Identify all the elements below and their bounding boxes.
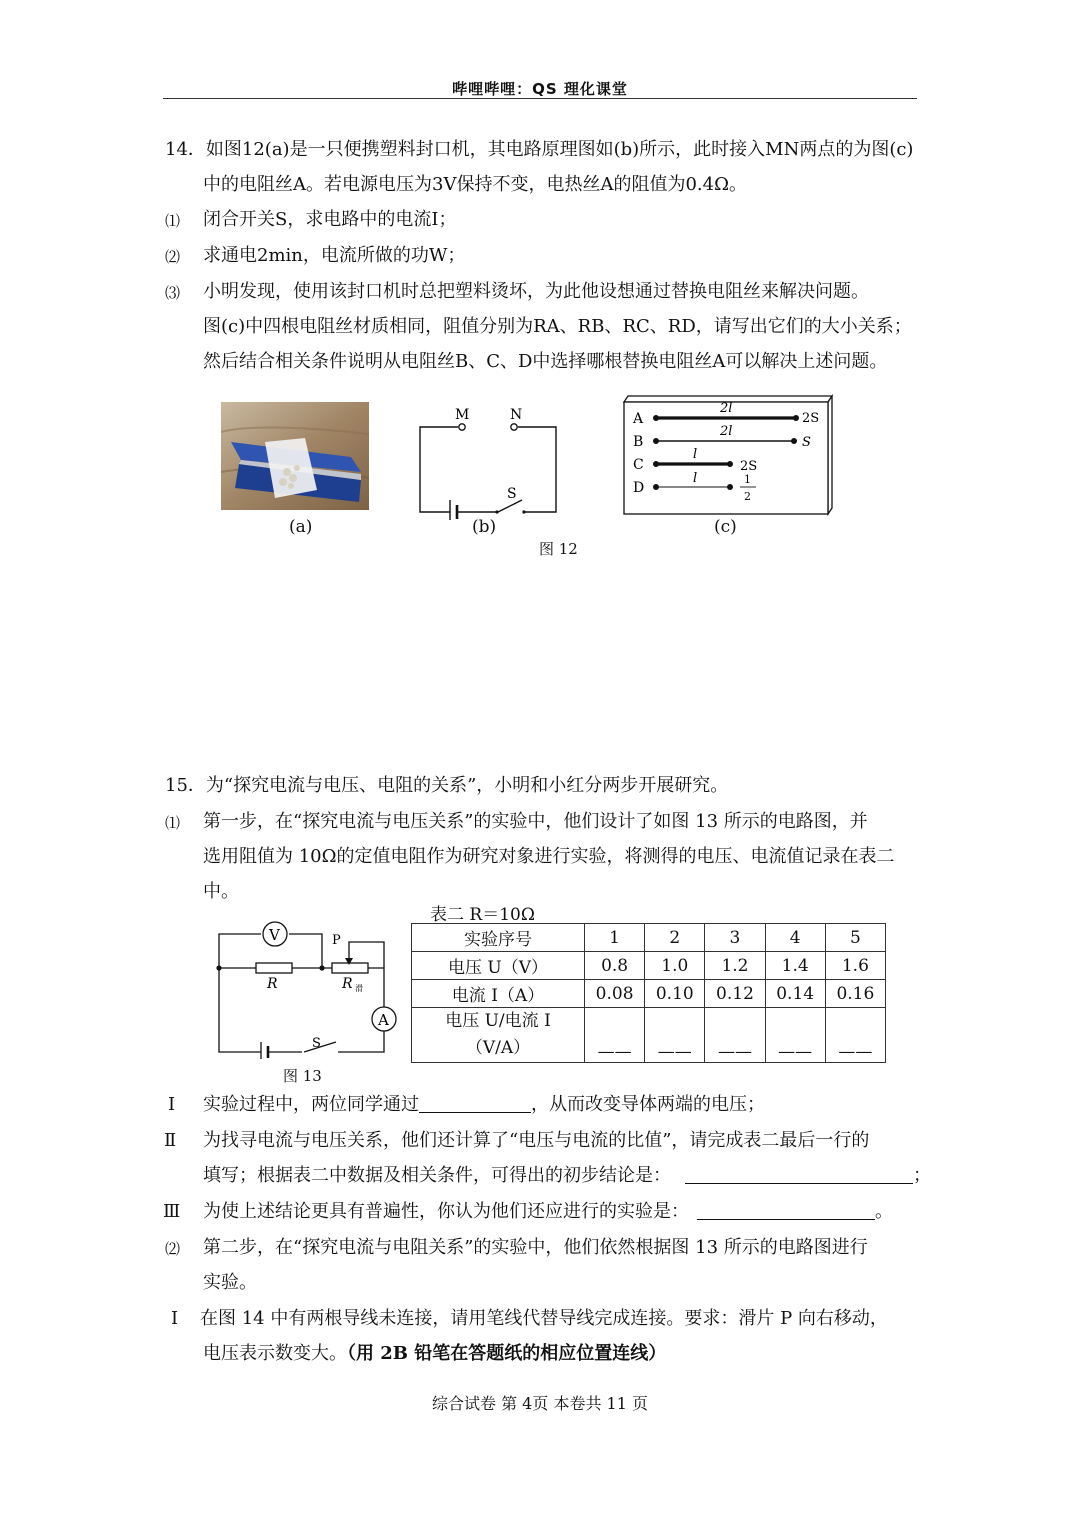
table2-header-cell: 2 xyxy=(645,924,705,952)
wire-a-name: A xyxy=(633,411,644,427)
q14-part1: 闭合开关S，求电路中的电流I； xyxy=(203,209,457,230)
answer-blank-ii[interactable] xyxy=(685,1165,913,1184)
q15-sub-i-number: Ⅰ xyxy=(168,1094,176,1115)
q14-part3-number: ⑶ xyxy=(165,284,181,302)
table2-header-cell: 3 xyxy=(705,924,765,952)
q14-part2-number: ⑵ xyxy=(165,248,181,266)
q15-part1-number: ⑴ xyxy=(165,814,181,832)
switch-s-label: S xyxy=(312,1036,321,1051)
circuit-diagram-b xyxy=(410,402,570,520)
q15-line1: 15．为“探究电流与电压、电阻的关系”，小明和小红分两步开展研究。 xyxy=(165,775,729,796)
table2-header-row xyxy=(412,924,886,952)
answer-blank-i[interactable] xyxy=(419,1094,531,1113)
q15-part2-number: ⑵ xyxy=(165,1240,181,1258)
q15-part2-sub-i-instruction: （用 2B 铅笔在答题纸的相应位置连线） xyxy=(347,1343,667,1364)
terminal-n xyxy=(511,424,517,430)
table2-header-cell: 5 xyxy=(825,924,885,952)
terminal-m xyxy=(459,424,465,430)
wire-a-length: 2l xyxy=(720,401,733,416)
figure-12c-label: (c) xyxy=(714,517,737,537)
table2-ratio-label xyxy=(412,1008,585,1063)
table2-voltage-cell: 1.4 xyxy=(765,952,825,980)
table2-voltage-cell: 1.6 xyxy=(825,952,885,980)
wire-b-area: S xyxy=(802,435,811,450)
table2-voltage-cell: 1.0 xyxy=(645,952,705,980)
wire-c-name: C xyxy=(633,457,644,473)
table2-ratio-cell[interactable]: —— xyxy=(585,1008,645,1063)
table2-header-cell: 1 xyxy=(585,924,645,952)
table2-ratio-cell[interactable]: —— xyxy=(645,1008,705,1063)
table2-voltage-cell: 0.8 xyxy=(585,952,645,980)
table2-ratio-row xyxy=(412,1008,886,1063)
answer-blank-iii[interactable] xyxy=(697,1201,875,1220)
page-footer: 综合试卷 第 4页 本卷共 11 页 xyxy=(432,1394,648,1413)
q15-part2-sub-i-line2 xyxy=(203,1343,666,1365)
wire-c-length: l xyxy=(693,447,698,462)
table2-voltage-cell: 1.2 xyxy=(705,952,765,980)
q15-sub-iii-text-a: 为使上述结论更具有普遍性，你认为他们还应进行的实验是： xyxy=(203,1201,689,1222)
q15-sub-ii-number: Ⅱ xyxy=(164,1130,177,1151)
q15-part2-sub-i-line1: 在图 14 中有两根导线未连接，请用笔线代替导线完成连接。要求：滑片 P 向右移动， xyxy=(200,1308,888,1329)
q14-part2: 求通电2min，电流所做的功W； xyxy=(203,245,466,266)
table2-current-label: 电流 I（A） xyxy=(412,980,585,1008)
figure-12-caption: 图 12 xyxy=(539,540,578,558)
q15-part1-line2: 选用阻值为 10Ω的定值电阻作为研究对象进行实验，将测得的电压、电流值记录在表二 xyxy=(203,846,895,867)
table2-current-cell: 0.12 xyxy=(705,980,765,1008)
q15-sub-ii-text-a: 填写；根据表二中数据及相关条件，可得出的初步结论是： xyxy=(203,1165,671,1186)
q15-part1-line1: 第一步，在“探究电流与电压关系”的实验中，他们设计了如图 13 所示的电路图，并 xyxy=(203,811,868,832)
q15-sub-i-text-a: 实验过程中，两位同学通过 xyxy=(203,1094,419,1115)
wire-a-area: 2S xyxy=(802,411,820,426)
resistance-wires-board xyxy=(620,392,835,517)
table2-current-cell: 0.16 xyxy=(825,980,885,1008)
label-switch-s: S xyxy=(507,486,517,502)
table2-ratio-label-line1: 电压 U/电流 I xyxy=(445,1011,551,1031)
q14-line1: 14．如图12(a)是一只便携塑料封口机，其电路原理图如(b)所示，此时接入MN两点的为图(c) xyxy=(165,139,914,160)
label-m: M xyxy=(455,407,470,423)
q15-sub-ii-line1: 为找寻电流与电压关系，他们还计算了“电压与电流的比值”，请完成表二最后一行的 xyxy=(203,1130,870,1151)
q15-sub-iii-number: Ⅲ xyxy=(163,1201,181,1222)
table2 xyxy=(411,923,886,1063)
q14-part3-line1: 小明发现，使用该封口机时总把塑料烫坏，为此他设想通过替换电阻丝来解决问题。 xyxy=(203,281,869,302)
voltmeter-label: V xyxy=(269,926,280,944)
q14-part3-line3: 然后结合相关条件说明从电阻丝B、C、D中选择哪根替换电阻丝A可以解决上述问题。 xyxy=(203,351,888,372)
q15-part2-sub-i-text-a: 电压表示数变大。 xyxy=(203,1343,347,1364)
rheostat-subscript: 滑 xyxy=(355,984,363,993)
q15-sub-iii xyxy=(203,1201,893,1223)
table2-ratio-cell[interactable]: —— xyxy=(705,1008,765,1063)
q15-part1-line3: 中。 xyxy=(203,881,239,902)
slider-p-label: P xyxy=(332,933,341,948)
table2-current-row xyxy=(412,980,886,1008)
resistor-r-label: R xyxy=(267,976,278,992)
wire-b-length: 2l xyxy=(720,424,733,439)
page-header-title: 哔哩哔哩：QS 理化课堂 xyxy=(452,80,628,98)
q15-sub-i xyxy=(203,1094,765,1116)
table2-current-cell: 0.10 xyxy=(645,980,705,1008)
table2-voltage-label: 电压 U（V） xyxy=(412,952,585,980)
table2-ratio-label-line2: （V/A） xyxy=(465,1038,531,1058)
table2-title: 表二 R＝10Ω xyxy=(430,905,535,925)
figure-13-caption: 图 13 xyxy=(283,1067,322,1085)
q14-line2: 中的电阻丝A。若电源电压为3V保持不变，电热丝A的阻值为0.4Ω。 xyxy=(203,174,747,195)
q15-sub-ii-text-b: ； xyxy=(913,1165,931,1186)
table2-current-cell: 0.14 xyxy=(765,980,825,1008)
wire-d-name: D xyxy=(633,480,645,496)
label-n: N xyxy=(510,407,523,423)
q15-sub-iii-text-b: 。 xyxy=(875,1201,893,1222)
q14-part1-number: ⑴ xyxy=(165,212,181,230)
wire-b-name: B xyxy=(633,434,644,450)
q15-part2-sub-i-number: Ⅰ xyxy=(171,1308,179,1329)
q15-sub-ii-line2 xyxy=(203,1165,931,1187)
wire-c-area: 2S xyxy=(740,459,758,474)
table2-header-cell: 实验序号 xyxy=(412,924,585,952)
figure-12b-label: (b) xyxy=(472,517,497,537)
circuit-diagram-13 xyxy=(208,914,408,1059)
wire-d-area-denominator: 2 xyxy=(744,490,751,503)
ammeter-label: A xyxy=(378,1011,389,1029)
table2-header-cell: 4 xyxy=(765,924,825,952)
figure-12a-label: (a) xyxy=(289,517,313,537)
header-rule xyxy=(163,98,917,99)
q15-part2-line2: 实验。 xyxy=(203,1272,257,1293)
wire-d-area-numerator: 1 xyxy=(744,473,751,486)
wire-d-length: l xyxy=(693,471,698,486)
sealer-photo xyxy=(221,402,369,510)
rheostat-label: R xyxy=(342,976,353,992)
table2-ratio-cell[interactable]: —— xyxy=(825,1008,885,1063)
q15-sub-i-text-b: ，从而改变导体两端的电压； xyxy=(531,1094,765,1115)
q14-part3-line2: 图(c)中四根电阻丝材质相同，阻值分别为RA、RB、RC、RD，请写出它们的大小关系； xyxy=(203,316,912,337)
table2-voltage-row xyxy=(412,952,886,980)
q15-part2-line1: 第二步，在“探究电流与电阻关系”的实验中，他们依然根据图 13 所示的电路图进行 xyxy=(203,1237,868,1258)
table2-ratio-cell[interactable]: —— xyxy=(765,1008,825,1063)
table2-current-cell: 0.08 xyxy=(585,980,645,1008)
